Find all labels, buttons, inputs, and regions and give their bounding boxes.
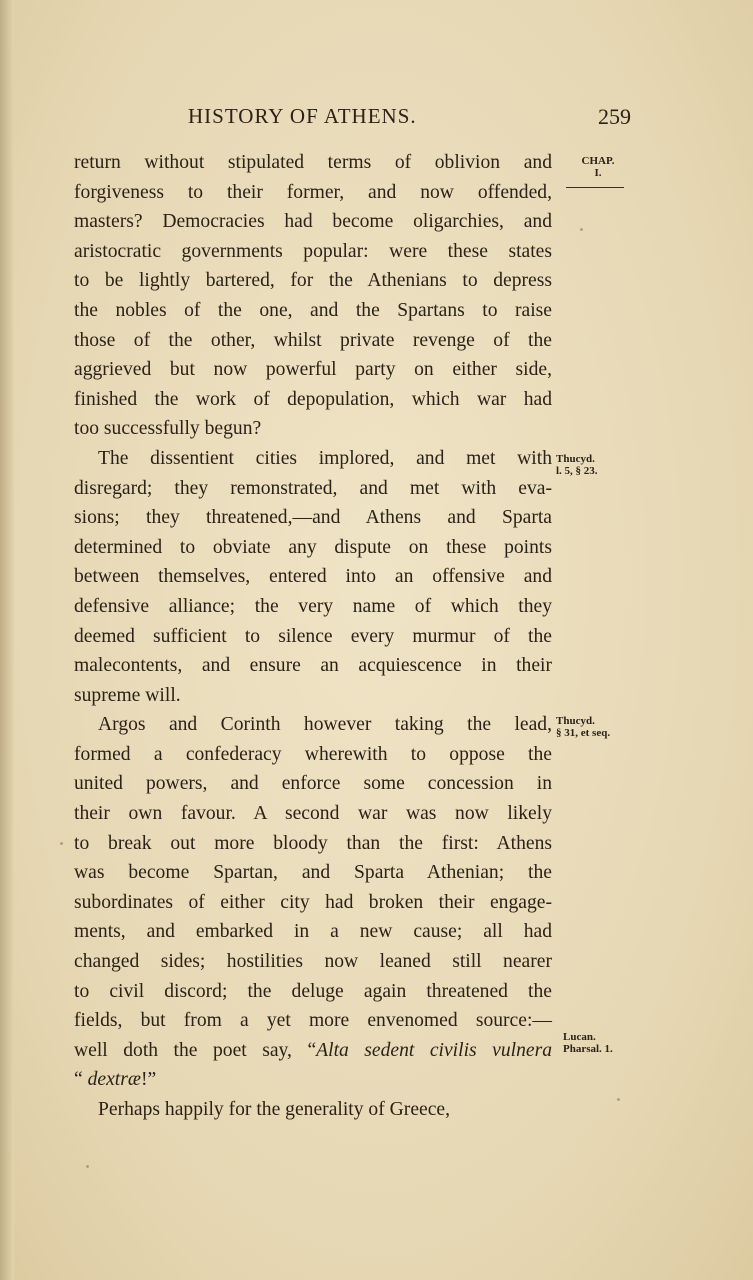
text-line: aggrieved but now powerful party on either side, [74, 359, 552, 381]
quote-line [74, 1036, 552, 1066]
paragraph-start: The dissentient cities implored, and met with [98, 447, 552, 469]
lucan-ref: Pharsal. 1. [563, 1043, 613, 1055]
quote-line-end [74, 1065, 552, 1095]
text-line: finished the work of depopulation, which war had [74, 388, 552, 410]
paragraph-start: Argos and Corinth however taking the lead, [98, 714, 552, 736]
body-text [74, 148, 552, 1125]
text-line: was become Spartan, and Sparta Athenian; the [74, 862, 552, 884]
text-line: defensive alliance; the very name of which they [74, 595, 552, 617]
text-line: united powers, and enforce some concession in [74, 773, 552, 795]
thucyd-2-title: Thucyd. [556, 715, 595, 727]
text-line: disregard; they remonstrated, and met with eva- [74, 477, 552, 499]
margin-note-thucyd-2 [556, 715, 610, 739]
text-line: changed sides; hostilities now leaned still nearer [74, 951, 552, 973]
thucyd-1-title: Thucyd. [556, 453, 595, 465]
text-line: too successfully begun? [74, 418, 262, 440]
margin-note-thucyd-1 [556, 453, 598, 477]
paper-speck [60, 842, 63, 845]
text-line: return without stipulated terms of oblivion and [74, 152, 552, 173]
paper-speck [86, 1165, 89, 1168]
text-line: subordinates of either city had broken their engage- [74, 891, 552, 913]
text-line: to civil discord; the deluge again threatened the [74, 980, 552, 1002]
text-line: sions; they threatened,—and Athens and Sparta [74, 507, 552, 529]
text-line: their own favour. A second war was now likely [74, 803, 552, 825]
text-line: deemed sufficient to silence every murmur of the [74, 625, 552, 647]
chapter-number: I. [594, 167, 602, 179]
text-line: formed a confederacy wherewith to oppose the [74, 743, 552, 765]
quote-close: !” [140, 1069, 157, 1091]
quote-lead: well doth the poet say, “ [74, 1039, 317, 1061]
page-number: 259 [598, 104, 631, 129]
text-line: determined to obviate any dispute on these points [74, 536, 552, 558]
chapter-rule [566, 187, 624, 188]
text-line: fields, but from a yet more envenomed source:— [74, 1010, 552, 1032]
text-line: ments, and embarked in a new cause; all had [74, 921, 552, 943]
text-line: forgiveness to their former, and now offended, [74, 181, 552, 203]
text-line: the nobles of the one, and the Spartans to raise [74, 299, 552, 321]
text-line: between themselves, entered into an offensive and [74, 566, 552, 588]
paper-speck [617, 1098, 620, 1101]
lucan-title: Lucan. [563, 1031, 596, 1043]
paper-speck [580, 228, 583, 231]
margin-note-lucan [563, 1031, 613, 1055]
text-line: masters? Democracies had become oligarchies, and [74, 211, 552, 233]
text-line: to break out more bloody than the first: Athens [74, 832, 552, 854]
text-line: supreme will. [74, 684, 181, 706]
margin-note-chapter [572, 155, 624, 188]
thucyd-1-ref: l. 5, § 23. [556, 465, 598, 477]
latin-quote-end: dextræ [87, 1069, 141, 1091]
paragraph-start: Perhaps happily for the generality of Greece, [98, 1099, 450, 1120]
quote-open: “ [74, 1069, 88, 1091]
thucyd-2-ref: § 31, et seq. [556, 727, 611, 739]
text-line: to be lightly bartered, for the Athenians to depress [74, 270, 552, 292]
text-line: those of the other, whilst private revenge of the [74, 329, 552, 351]
text-line: malecontents, and ensure an acquiescence in their [74, 655, 552, 677]
binding-gutter [0, 0, 14, 1280]
latin-quote: Alta sedent civilis vulnera [316, 1039, 552, 1061]
chapter-label: CHAP. [581, 155, 615, 167]
text-line: aristocratic governments popular: were these states [74, 240, 552, 262]
running-title: HISTORY OF ATHENS. [188, 104, 417, 128]
